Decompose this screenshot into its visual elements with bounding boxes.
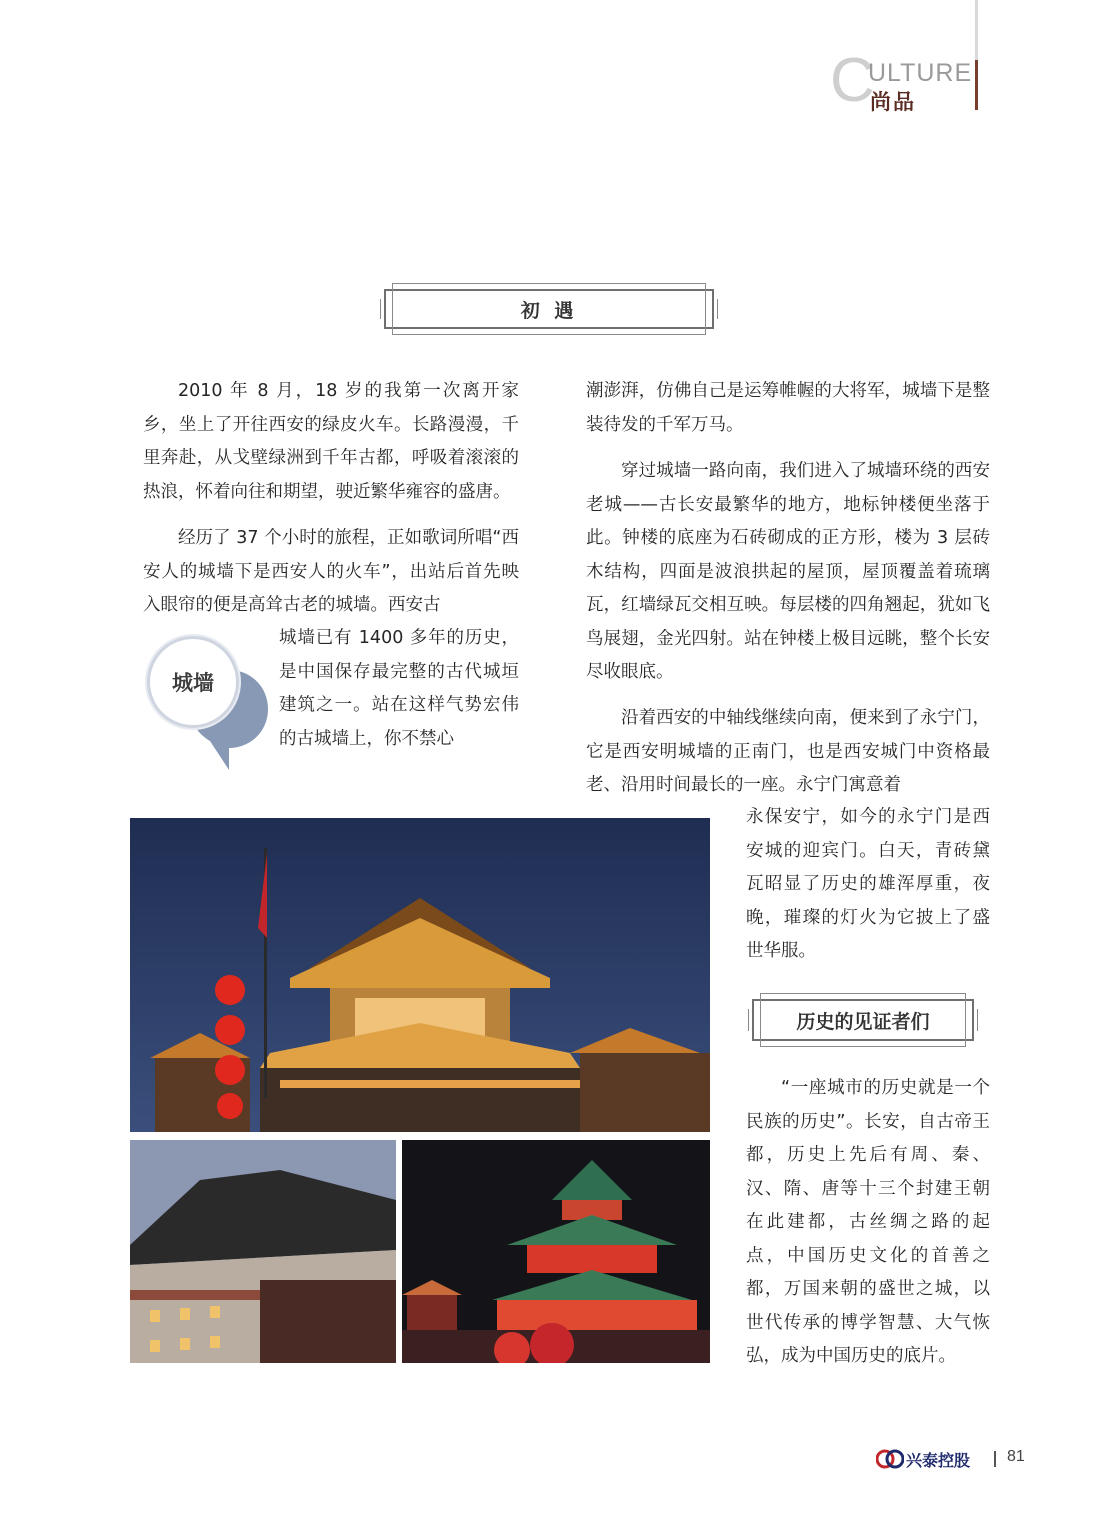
photo-bell-tower-night (402, 1140, 710, 1363)
section-heading-text: 历史的见证者们 (796, 1010, 930, 1033)
photo-city-gate-night (130, 818, 710, 1132)
paragraph-5: 穿过城墙一路向南，我们进入了城墙环绕的西安老城——古长安最繁华的地方，地标钟楼便坐落于此。钟楼的底座为石砖砌成的正方形，楼为 3 层砖木结构，四面是波浪拱起的屋顶，屋顶覆盖着琉璃瓦，红墙绿瓦交相互映。每层楼的四角翘起，犹如飞鸟展翅，金光四射。站在钟楼上极目远眺，整个长安尽收眼底。 (586, 461, 990, 682)
paragraph-1: 2010 年 8 月，18 岁的我第一次离开家乡，坐上了开往西安的绿皮火车。长路漫漫，千里奔赴，从戈壁绿洲到千年古都，呼吸着滚滚的热浪，怀着向往和期望，驶近繁华雍容的盛唐。 (143, 381, 519, 502)
paragraph-8: “一座城市的历史就是一个民族的历史”。长安，自古帝王都，历史上先后有周、秦、汉、隋、唐等十三个封建王朝在此建都，古丝绸之路的起点，中国历史文化的首善之都，万国来朝的盛世之城，以世代传承的博学智慧、大气恢弘，成为中国历史的底片。 (746, 1078, 990, 1366)
section-heading-witnesses (752, 999, 974, 1041)
header-accent-rule (975, 60, 978, 110)
footer-divider (994, 1451, 996, 1467)
section-heading-text: 初 遇 (520, 299, 578, 322)
paragraph-4: 潮澎湃，仿佛自己是运筹帷幄的大将军，城墙下是整装待发的千军万马。 (586, 381, 990, 435)
footer-brand: 兴泰控股 (906, 1451, 971, 1470)
section-label: 尚品 (870, 90, 916, 114)
culture-initial: C (830, 46, 875, 115)
section-heading-chuyu (384, 289, 714, 329)
paragraph-6: 沿着西安的中轴线继续向南，便来到了永宁门，它是西安明城墙的正南门，也是西安城门中资格最老、沿用时间最长的一座。永宁门寓意着 (586, 708, 990, 795)
page-number: 81 (1007, 1448, 1025, 1465)
company-logo-icon (876, 1448, 904, 1470)
photo-tower-dusk (130, 1140, 396, 1363)
badge-chengqiang: 城墙 (147, 636, 239, 728)
paragraph-7: 永保安宁，如今的永宁门是西安城的迎宾门。白天，青砖黛瓦昭显了历史的雄浑厚重，夜晚，璀璨的灯火为它披上了盛世华服。 (746, 807, 990, 961)
culture-word: ULTURE (868, 59, 973, 87)
paragraph-3: 城墙已有 1400 多年的历史，是中国保存最完整的古代城垣建筑之一。站在这样气势宏伟的古城墙上，你不禁心 (279, 628, 519, 749)
header-rule (975, 0, 978, 60)
paragraph-2: 经历了 37 个小时的旅程，正如歌词所唱“西安人的城墙下是西安人的火车”，出站后首先映入眼帘的便是高耸古老的城墙。西安古 (143, 528, 519, 615)
